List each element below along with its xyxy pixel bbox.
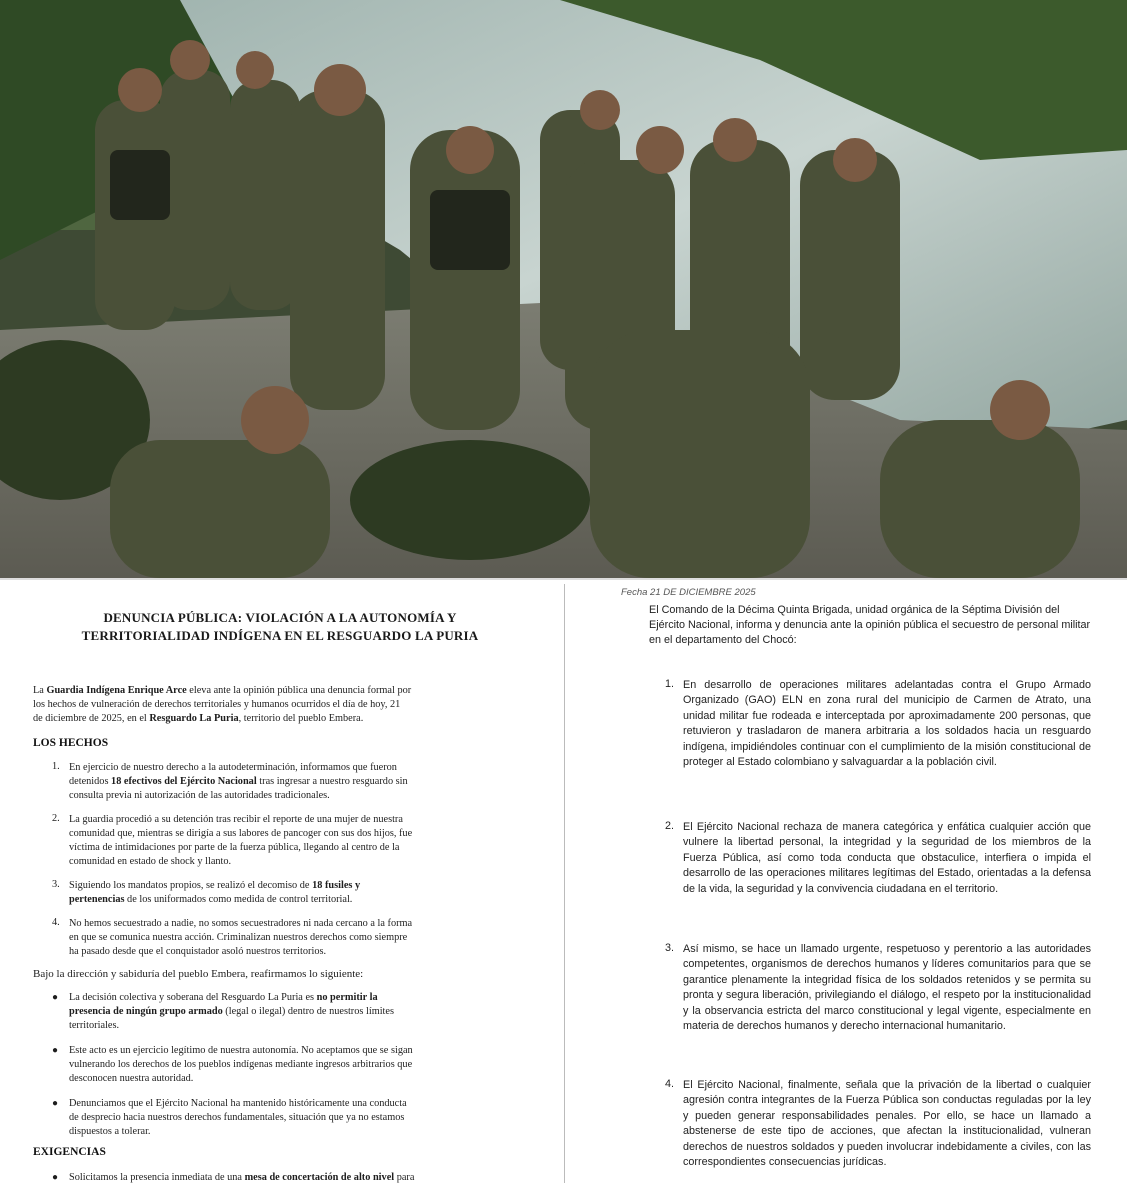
intro-line1: La Guardia Indígena Enrique Arce eleva ante la opinión pública una denuncia formal por bbox=[33, 685, 412, 696]
fact-3-line2: pertenencias de los uniformados como medida de control territorial. bbox=[69, 894, 353, 905]
point-1-text: En desarrollo de operaciones militares adelantadas contra el Grupo Armado Organizado (GAO) ELN en zona rural del municipio de Carmen de Atrato, una unidad militar fue rodeada e interceptada por aproximadamente 200 personas, que retuvieron y trasladaron de manera arbitraria a los soldados hacia un resguardo indígena, impidiéndoles continuar con el cumplimiento de la misión constitucional de proteger al Estado colombiano y salvaguardar a la población civil. bbox=[683, 679, 1091, 769]
fact-1-line3: consulta previa ni autorización de las autoridades tradicionales. bbox=[69, 790, 330, 801]
fact-4-number: 4. bbox=[52, 917, 60, 928]
fact-4-line3: ha pasado desde que el conquistador asoló nuestros territorios. bbox=[69, 946, 327, 957]
demand-1-line1: Solicitamos la presencia inmediata de una mesa de concertación de alto nivel para bbox=[69, 1172, 415, 1183]
statement-title-line1: DENUNCIA PÚBLICA: VIOLACIÓN A LA AUTONOMÍA Y bbox=[103, 610, 457, 625]
bullet-1-line1: La decisión colectiva y soberana del Resguardo La Puria es no permitir la bbox=[69, 992, 378, 1003]
fact-4-line1: No hemos secuestrado a nadie, no somos secuestradores ni nada cercano a la forma bbox=[69, 918, 413, 929]
intro-line2: los hechos de vulneración de derechos territoriales y humanos ocurridos el día de hoy, 21 bbox=[33, 699, 401, 710]
bullet-2-line3: desconocen nuestra autoridad. bbox=[69, 1073, 194, 1084]
bullet-1-line2: presencia de ningún grupo armado (legal o ilegal) dentro de nuestros límites bbox=[69, 1006, 394, 1017]
heading-exigencias: EXIGENCIAS bbox=[33, 1146, 106, 1158]
fact-2-line3: víctima de intimidaciones por parte de la fuerza pública, llegando al centro de la bbox=[69, 842, 400, 853]
point-3-text: Así mismo, se hace un llamado urgente, respetuoso y perentorio a las autoridades competentes, organismos de derechos humanos y líderes comunitarios para que se garantice plenamente la integridad física de los soldados retenidos y se permita su pronta y segura liberación, privilegiando el diálogo, el respeto por la institucionalidad y la observancia estricta del marco constitucional y legal vigente, especialmente en materia de derechos humanos y derecho internacional humanitario. bbox=[683, 943, 1091, 1033]
fact-2-line2: comunidad que, mientras se dirigía a sus labores de pancoger con sus dos hijos, fue bbox=[69, 828, 413, 839]
soldiers-river-photo-icon bbox=[0, 0, 1127, 578]
point-4-number: 4. bbox=[665, 1078, 675, 1090]
army-intro: El Comando de la Décima Quinta Brigada, unidad orgánica de la Séptima División del Ejército Nacional, informa y denuncia ante la opinión pública el secuestro de personal militar en el departamento del Chocó: bbox=[649, 604, 1091, 647]
fact-2-line4: comunidad en estado de shock y llanto. bbox=[69, 856, 232, 867]
fact-1-line1: En ejercicio de nuestro derecho a la autodeterminación, informamos que fueron bbox=[69, 762, 397, 773]
heading-los-hechos: LOS HECHOS bbox=[33, 737, 109, 749]
army-statement bbox=[565, 580, 1127, 1183]
statement-date: Fecha 21 DE DICIEMBRE 2025 bbox=[621, 587, 756, 598]
fact-1-line2: detenidos 18 efectivos del Ejército Nacional tras ingresar a nuestro resguardo sin bbox=[69, 776, 408, 787]
fact-2-line1: La guardia procedió a su detención tras recibir el reporte de una mujer de nuestra bbox=[69, 814, 403, 825]
reaffirm-line: Bajo la dirección y sabiduría del pueblo Embera, reafirmamos lo siguiente: bbox=[33, 968, 364, 980]
bullet-2-line1: Este acto es un ejercicio legítimo de nuestra autonomía. No aceptamos que se sigan bbox=[69, 1045, 413, 1056]
point-1-number: 1. bbox=[665, 678, 675, 690]
bullet-3-icon: ● bbox=[52, 1098, 59, 1109]
bullet-3-line2: de desprecio hacia nuestros derechos fundamentales, situación que ya no estamos bbox=[69, 1112, 405, 1123]
point-2-number: 2. bbox=[665, 820, 675, 832]
bullet-3-line3: dispuestos a tolerar. bbox=[69, 1126, 151, 1137]
point-4-text: El Ejército Nacional, finalmente, señala que la privación de la libertad o cualquier agresión contra integrantes de la Fuerza Pública son conductas reguladas por la ley y pueden generar responsabilidades penales. Por ello, se hace un llamado a abstenerse de este tipo de acciones, que afectan la institucionalidad, vulneran derechos de nuestros soldados y pueden involucrar indebidamente a civiles, con las correspondientes consecuencias jurídicas. bbox=[683, 1079, 1091, 1169]
demand-1-bullet-icon: ● bbox=[52, 1172, 59, 1183]
fact-3-line1: Siguiendo los mandatos propios, se realizó el decomiso de 18 fusiles y bbox=[69, 880, 361, 891]
bullet-2-icon: ● bbox=[52, 1045, 59, 1056]
fact-2-number: 2. bbox=[52, 813, 60, 824]
fact-1-number: 1. bbox=[52, 761, 60, 772]
point-2-text: El Ejército Nacional rechaza de manera categórica y enfática cualquier acción que vulnere la libertad personal, la integridad y la seguridad de los miembros de la Fuerza Pública, así como toda conducta que obstaculice, interfiera o impida el desarrollo de las operaciones militares legítimas del Estado, orientadas a la defensa de la vida, la seguridad y la convivencia ciudadana en el territorio. bbox=[683, 821, 1091, 895]
soldiers-photo bbox=[0, 0, 1127, 578]
bullet-3-line1: Denunciamos que el Ejército Nacional ha mantenido históricamente una conducta bbox=[69, 1098, 407, 1109]
indigenous-guard-statement bbox=[0, 580, 563, 1183]
bullet-1-line3: territoriales. bbox=[69, 1020, 120, 1031]
fact-3-number: 3. bbox=[52, 879, 60, 890]
bullet-2-line2: vulnerando los derechos de los pueblos indígenas mediante ingresos arbitrarios que bbox=[69, 1059, 413, 1070]
fact-4-line2: en que se comunica nuestra acción. Criminalizan nuestros derechos como siempre bbox=[69, 932, 408, 943]
point-3-number: 3. bbox=[665, 942, 675, 954]
statement-title-line2: TERRITORIALIDAD INDÍGENA EN EL RESGUARDO LA PURIA bbox=[81, 628, 479, 643]
intro-line3: de diciembre de 2025, en el Resguardo La Puria, territorio del pueblo Embera. bbox=[33, 713, 364, 724]
bullet-1-icon: ● bbox=[52, 992, 59, 1003]
